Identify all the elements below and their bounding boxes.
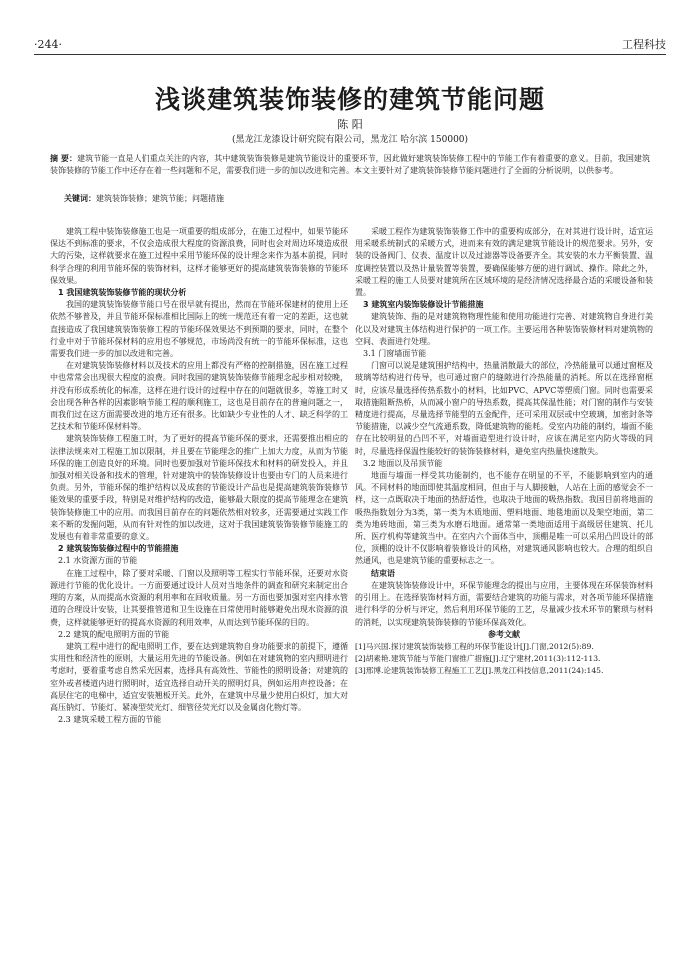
section-2-1-paragraph: 在施工过程中，除了要对采暖、门窗以及照明等工程实行节能环保，还要对水资源进行节能的优化设计。一方面要通过设计人员对当地条件的调查和研究来制定出合理的方案，从而提高水资源的利用率和在回收质量。另一方面也要加强对室内排水管道的合理设计安装，让其要推管道和卫生设施在日常使用时能够避免出现水资源的浪费，这样就能够更好的提高水资源的利用效率，从而达到节能环保的目的。 bbox=[50, 568, 348, 627]
section-1-heading: 1 我国建筑装饰装修节能的现状分析 bbox=[58, 288, 187, 298]
author-affiliation: (黑龙江龙漆设计研究院有限公司，黑龙江 哈尔滨 150000) bbox=[231, 135, 469, 145]
section-3-paragraph: 建筑装饰、指的是对建筑物物理性能和使用功能进行完善、对建筑物自身进行美化以及对建筑主体结构进行保护的一项工作。主要运用各种装饰装修材料对建筑物的空间、表面进行处理。 bbox=[355, 312, 653, 346]
keywords bbox=[64, 192, 650, 205]
article-title: 浅谈建筑装饰装修的建筑节能问题 bbox=[154, 85, 545, 114]
keywords-label: 关键词： bbox=[64, 193, 96, 203]
abstract-label: 摘 要： bbox=[50, 154, 78, 163]
section-1-paragraph-3: 建筑装饰装修工程施工时，为了更好的提高节能环保的要求，还需要推出相应的法律法规来对工程施工加以限制，并且要在节能理念的推广上加大力度，从而为节能环保的施工创造良好的环境。同时也要加强对节能环保技术和材料的研发投入，并且加强对相关设备和技术的管理，针对建筑中的装饰装修设计也要由专门的人员来进行负责。另外，节能环保的维护结构以及成套的节能设计产品也是提高建筑装饰装修节能效果的重要手段，特别是对维护结构的改造，能够最大限度的提高节能理念在建筑装饰装修施工中的应用。而我国目前存在的问题依然相对较多，还需要通过实践工作来不断的发掘问题，从而有针对性的加以改进，这对于我国建筑装饰装修节能施工的发展也有着非常重要的意义。 bbox=[50, 434, 348, 542]
section-3-2-heading: 3.2 地面以及吊顶节能 bbox=[363, 458, 443, 468]
section-2-1-heading: 2.1 水资源方面的节能 bbox=[58, 556, 138, 566]
article-author: 陈 阳 bbox=[337, 118, 363, 131]
keywords-text: 建筑装饰装修；建筑节能；问题措施 bbox=[96, 194, 224, 203]
reference-item: [3]邢博.论建筑装饰装修工程施工工艺[J].黑龙江科技信息,2011(24):145. bbox=[355, 666, 604, 676]
section-1-paragraph-1: 我国的建筑装饰装修节能口号在很早就有提出，然而在节能环保建材的使用上还依然不够普及，并且节能环保标准相比国际上的统一规范还有着一定的差距，这也就直接造成了我国建筑装饰装修工程的节能环保效果达不到预期的要求，同时，在整个行业中对于节能环保材料的应用也不够规范，市场尚没有统一的节能环保标准，这也需要我们进一步的加以改进和完善。 bbox=[50, 300, 348, 359]
conclusion-heading: 结束语 bbox=[371, 568, 395, 578]
section-2-heading: 2 建筑装饰装修过程中的节能措施 bbox=[58, 544, 179, 554]
intro-paragraph: 建筑工程中装饰装修施工也是一项重要的组成部分，在施工过程中，如果节能环保达不到标准的要求，不仅会造成很大程度的资源浪费，同时也会对周边环境造成很大的污染，这样就要求在施工过程中采用节能环保的设计理念来作为基本前提，同时科学合理的利用节能环保的装饰材料，这样才能够更好的提高建筑装饰装修的节能环保效果。 bbox=[50, 227, 348, 285]
abstract bbox=[50, 153, 650, 177]
page-header bbox=[34, 30, 666, 56]
section-3-1-paragraph: 门窗可以说是建筑围护结构中，热量消散最大的部位，冷热能量可以通过窗框及玻璃等结构进行传导，也可通过窗户的缝隙进行冷热能量的消耗。所以在选择窗框时，应该尽量选择传热系数小的材料，比如PVC、APVC等塑质门窗。同时也需要采取措施阻断热桥，从而减小窗户的导热系数，提高其保温性能；对门窗的制作与安装精度进行提高，尽量选择节能型的五金配件，还可采用双层或中空玻璃，加密封条等节能措施，以减少空气流通系数，降低建筑物的能耗。受室内功能的制约，墙面不能存在比较明显的凸凹不平，对墙面造型进行设计时，应该在满足室内防火等级的同时，尽量选择保温性能较好的装饰装修材料，避免室内热量快速散失。 bbox=[355, 361, 653, 456]
conclusion-paragraph: 在建筑装饰装修设计中，环保节能理念的提出与应用，主要体现在环保装饰材料的引用上。在选择装饰材料方面，需要结合建筑的功能与需求，对各项节能环保措施进行科学的分析与评定，然后利用环保节能的工艺，尽量减少技术环节的繁琐与材料的消耗，以实现建筑装饰装修的节能环保高效化。 bbox=[355, 580, 653, 627]
references-heading: 参考文献 bbox=[488, 629, 520, 639]
section-3-2-paragraph: 地面与墙面一样受其功能制约，也不能存在明显的不平，不能影响到室内的通风。不同材料的地面即使其温度相同，但由于与人脚接触，人站在上面的感觉会不一样，这一点既取决于地面的热舒适性，也取决于地面的吸热指数。我国目前将地面的吸热指数划分为3类，第一类为木质地面、塑料地面、地毯地面以及架空地面，第二类为地砖地面，第三类为水磨石地面。通常第一类地面适用于高级居住建筑、托儿所、医疗机构等建筑当中。在室内六个面体当中，顶棚是唯一可以采用凸凹设计的部位，顶棚的设计不仅影响着装修设计的风格，对建筑通风影响也较大。合理的组织自然通风，也是建筑节能的重要标志之一。 bbox=[355, 471, 653, 566]
section-2-3-paragraph: 采暖工程作为建筑装饰装修工作中的重要构成部分，在对其进行设计时，适宜运用采暖系统制式的采暖方式，进而来有效的满足建筑节能设计的规范要求。另外，安装的设备阀门、仪表、温度计以及过滤器等设备要齐全。其安装的水力平衡装置、温度调控装置以及热计量装置等装置，要确保能够方便的进行调试、操作。除此之外，采暖工程的施工人员要对建筑所在区域环境的是经济情况选择最合适的采暖设备和装置。 bbox=[355, 227, 653, 298]
section-3-heading: 3 建筑室内装饰装修设计节能措施 bbox=[363, 300, 484, 310]
left-column bbox=[50, 226, 348, 726]
reference-item: [1]马兴国.探讨建筑装饰装修工程的环保节能设计[J].门窗,2012(5):89. bbox=[355, 641, 594, 651]
right-column bbox=[355, 226, 653, 678]
section-2-2-heading: 2.2 建筑的配电照明方面的节能 bbox=[58, 629, 170, 639]
section-1-paragraph-2: 在对建筑装饰装修材料以及技术的应用上都没有严格的控制措施，因在施工过程中也常常会出现很大程度的浪费。同时我国的建筑装饰装修节能理念起步相对较晚，并没有形成系统化的标准，这样在进行设计的过程中存在的问题就很多，等施工时又会出现各种各样的因素影响节能工程的顺利施工，这也是目前存在的普遍问题之一，而我们过在这方面需要改进的地方还有很多。比如缺少专业性的人才、缺乏科学的工艺技术和节能环保材料等。 bbox=[50, 361, 348, 432]
section-3-1-heading: 3.1 门窗墙面节能 bbox=[363, 349, 427, 359]
section-2-2-paragraph: 建筑工程中进行的配电照明工作，要在达到建筑物自身功能要求的前提下，遵循实用性和经济性的原则，大量运用先进的节能设备。例如在对建筑物的室内照明进行考虑时，要着重考虑自然采光因素，选择具有高效性、节能性的照明设备；对建筑的室外或者楼道内进行照明时，适宜选择自动开关的照明灯具，例如运用声控设备；在高层住宅的电梯中，适宜安装翘板开关。此外，在建筑中尽量少使用白炽灯，加大对高压钠灯、节能灯、紧凑型荧光灯、细管径荧光灯以及金属卤化物灯等。 bbox=[50, 641, 348, 712]
section-2-3-heading: 2.3 建筑采暖工程方面的节能 bbox=[58, 715, 162, 725]
abstract-text: 建筑节能一直是人们重点关注的内容，其中建筑装饰装修是建筑节能设计的重要环节，因此做好建筑装饰装修工程中的节能工作有着重要的意义。目前，我国建筑装饰装修的节能工作中还存在着一些问题和不足，需要我们进一步的加以改进和完善。本文主要针对了建筑装饰装修节能问题进行了全面的分析说明，以供参考。 bbox=[50, 154, 650, 175]
journal-section: 工程科技 bbox=[622, 38, 666, 51]
reference-item: [2]胡素艳.建筑节能与节能门窗推广措施[J].辽宁建材,2011(3):112-113. bbox=[355, 654, 601, 664]
page-number: ·244· bbox=[34, 38, 62, 51]
header-rule bbox=[34, 54, 666, 55]
